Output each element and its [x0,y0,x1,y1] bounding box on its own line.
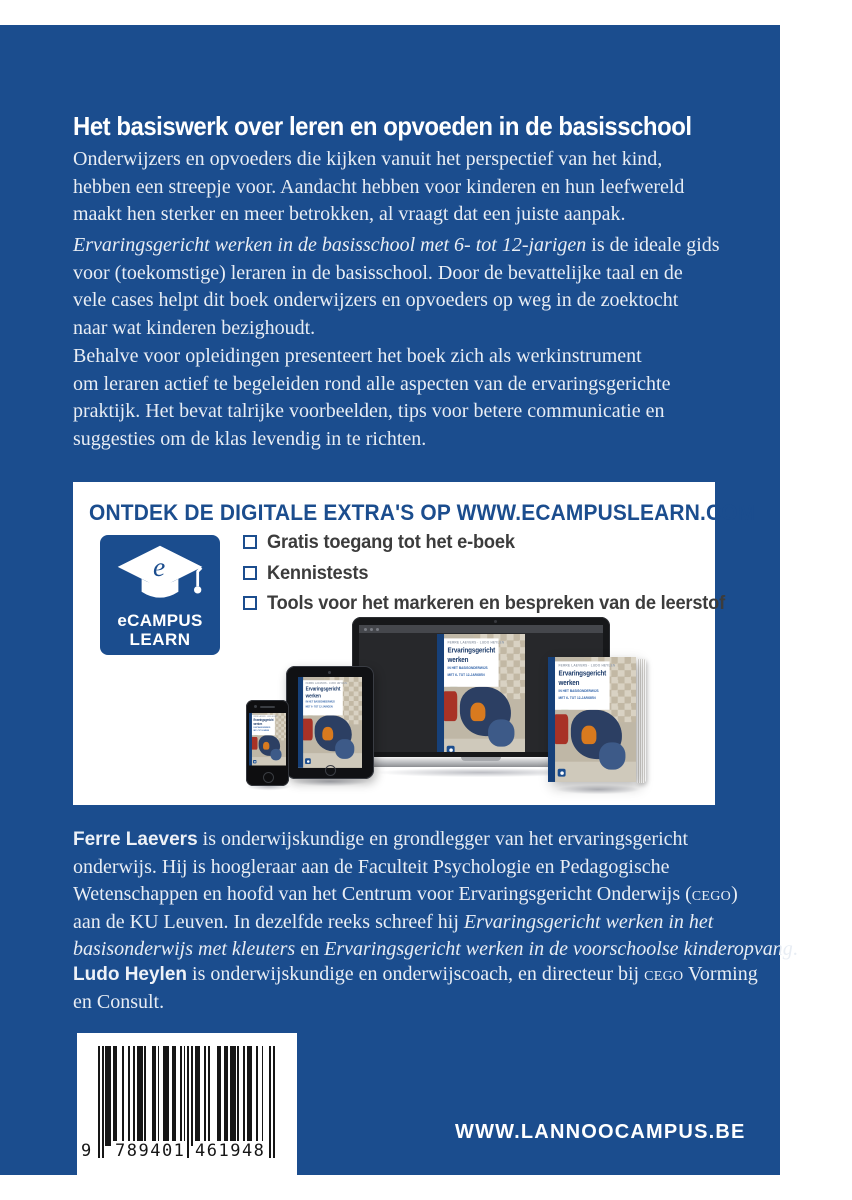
bio-line [73,909,798,937]
bullet-item [243,563,744,585]
cover-photo-red-chair [251,737,257,750]
phone-cover-host [249,713,286,766]
cover-photo-red-chair [553,714,568,744]
bio-text: ) [731,883,738,905]
cover-photo-detail [335,739,354,759]
cover-title-line1: Ervaringsgericht [558,668,607,678]
paragraph-line: vele cases helpt dit boek onderwijzers en opvoeders op weg in de zoektocht [73,289,679,311]
book-description-paragraph [73,232,720,342]
publisher-logo-icon [305,758,311,764]
author-bio-ludo-heylen [73,961,758,1016]
extras-heading: ONTDEK DE DIGITALE EXTRA'S OP WWW.ECAMPUSLEARN.COM [89,500,756,525]
paragraph-line [73,232,720,260]
author-name: Ferre Laevers [73,829,198,850]
bio-text: aan de KU Leuven. In dezelfde reeks schreef hij [73,910,464,933]
book-cover-thumbnail [437,634,525,752]
publisher-logo-icon [253,760,256,763]
cover-authors: FERRE LAEVERS · LUDO HEYLEN [558,664,616,668]
cover-photo-detail [599,742,625,769]
cover-subtitle-line2: MET 6- TOT 12-JARIGEN [558,695,596,700]
cover-title-panel [555,661,616,709]
svg-text:e: e [152,551,166,583]
bio-line: en Consult. [73,990,165,1013]
cover-title-panel [252,715,278,735]
bio-text: is onderwijskundige en onderwijscoach, en directeur bij [187,963,645,985]
book-page-edges [637,659,646,783]
related-title-italic: basisonderwijs met kleuters [73,938,296,960]
cover-series-band [437,634,444,752]
cover-photo-orange-stool [581,726,596,745]
bio-line [73,936,798,964]
back-cover-headline: Het basiswerk over leren en opvoeden in de basisschool [73,111,692,142]
author-name: Ludo Heylen [73,964,188,985]
phone-mockup [246,700,289,786]
bullet-label: Gratis toegang tot het e-boek [267,532,515,553]
cover-photo-orange-stool [263,742,269,750]
bio-line: onderwijs. Hij is hoogleraar aan de Faculteit Psychologie en Pedagogische [73,855,670,878]
cover-title-line2: werken [558,677,580,687]
cover-photo-orange-stool [470,703,485,722]
bio-text: en [295,938,325,960]
cover-authors: FERRE LAEVERS · LUDO HEYLEN [305,682,347,685]
cover-photo-detail [488,719,514,746]
bio-line [73,961,758,989]
bio-line [73,881,798,909]
bullet-label: Kennistests [267,562,369,584]
tablet-cover-host [298,677,362,768]
bio-text: Wetenschappen en hoofd van het Centrum voor Ervaringsgericht Onderwijs ( [73,883,692,905]
isbn-barcode-box [77,1033,297,1185]
publisher-logo-icon [558,769,566,777]
author-bio-ferre-laevers [73,826,798,964]
paragraph-line: voor (toekomstige) leraren in de basisschool. Door de bevattelijke taal en de [73,261,683,284]
cego-acronym: cego [644,963,684,985]
cover-subtitle-line1: IN HET BASISONDERWIJS [253,726,271,729]
laptop-cover-host [437,634,525,752]
cover-subtitle-line1: IN HET BASISONDERWIJS [447,665,488,671]
bio-text: . [792,938,798,960]
publisher-website: WWW.LANNOOCAMPUS.BE [455,1121,746,1143]
paragraph-line: Onderwijzers en opvoeders die kijken vanuit het perspectief van het kind, [73,148,663,170]
cover-photo-red-chair [302,719,313,741]
paragraph-text: is de ideale gids [586,234,720,256]
cover-photo-detail [270,749,281,761]
bullet-label: Tools voor het markeren en bespreken van de leerstof [267,593,726,614]
laptop-window-chrome [359,625,603,633]
cover-subtitle-line1: IN HET BASISONDERWIJS [305,700,335,704]
related-title-italic: Ervaringsgericht werken in de voorschoolse kinderopvang [324,938,793,960]
cego-acronym: cego [691,883,732,905]
bullet-item [243,593,744,615]
cover-title-line2: werken [253,721,263,726]
cover-subtitle-line2: MET 6- TOT 12-JARIGEN [447,672,485,677]
book-cover-thumbnail [548,657,636,782]
isbn-lead-digit: 9 [81,1141,92,1161]
usage-paragraph [73,343,670,453]
paragraph-line: praktijk. Het bevat talrijke voorbeelden, tips voor betere communicatie en [73,400,665,422]
paragraph-line: suggesties om de klas levendig in te richten. [73,427,427,450]
book-cover-thumbnail [298,677,362,768]
tablet-home-button [325,765,336,776]
printed-book-mockup [548,654,646,787]
tablet-screen [298,677,362,768]
cover-subtitle-line2: MET 6- TOT 12-JARIGEN [305,704,333,709]
paragraph-line: Behalve voor opleidingen presenteert het boek zich als werkinstrument [73,345,642,367]
cover-title-panel [303,680,347,715]
related-title-italic: Ervaringsgericht werken in het [463,910,714,933]
bullet-item [243,532,744,554]
paragraph-line: maakt hen sterker en meer betrokken, al vraagt dat een juiste aanpak. [73,203,626,225]
cover-title-line1: Ervaringsgericht [305,685,341,692]
cover-title-panel [444,638,505,686]
ecampus-logo-text-line1: eCAMPUS [117,611,203,630]
cover-photo-red-chair [442,691,457,721]
isbn-digits [77,1141,297,1161]
paragraph-line: hebben een streepje voor. Aandacht hebben voor kinderen en hun leefwereld [73,175,685,198]
phone-home-button [263,772,274,783]
graduation-cap-icon [114,543,206,611]
cover-title-line2: werken [305,692,321,699]
square-bullet-icon [243,566,257,580]
book-title-italic: Ervaringsgericht werken in de basisschool met 6- tot 12-jarigen [73,234,587,256]
cover-subtitle-line1: IN HET BASISONDERWIJS [558,688,599,694]
square-bullet-icon [243,535,257,549]
laptop-base-notch [461,757,501,761]
tablet-mockup [286,666,374,779]
phone-camera-icon [254,705,257,708]
phone-speaker [260,706,275,708]
cover-authors: FERRE LAEVERS · LUDO HEYLEN [253,715,278,718]
bio-text: Vorming [683,963,758,985]
cover-subtitle-line2: MET 6- TOT 12-JARIGEN [253,729,270,731]
publisher-logo-icon [447,746,455,752]
phone-screen [249,713,286,766]
cover-title-line1: Ervaringsgericht [447,645,496,655]
ecampus-logo-text-line2: LEARN [129,630,191,649]
cover-series-band [548,657,555,782]
square-bullet-icon [243,596,257,610]
cover-authors: FERRE LAEVERS · LUDO HEYLEN [447,641,505,645]
bio-line [73,826,798,854]
isbn-group2: 461948 [195,1141,266,1161]
paragraph-line: naar wat kinderen bezighoudt. [73,316,316,339]
cover-title-line2: werken [447,654,469,664]
paragraph-line: om leraren actief te begeleiden rond alle aspecten van de ervaringsgerichte [73,372,671,395]
laptop-camera-icon [494,620,497,623]
isbn-group1: 789401 [115,1141,186,1161]
extras-bullet-list [243,532,744,624]
ecampus-learn-logo [100,535,220,655]
cover-title-line1: Ervaringsgericht [253,717,274,722]
cover-photo-orange-stool [322,727,333,741]
book-cover-thumbnail [249,713,286,766]
book-cover-host [548,657,636,782]
tablet-camera-icon [328,671,331,674]
bio-text: is onderwijskundige en grondlegger van het ervaringsgericht [197,828,689,850]
intro-paragraph [73,146,684,229]
